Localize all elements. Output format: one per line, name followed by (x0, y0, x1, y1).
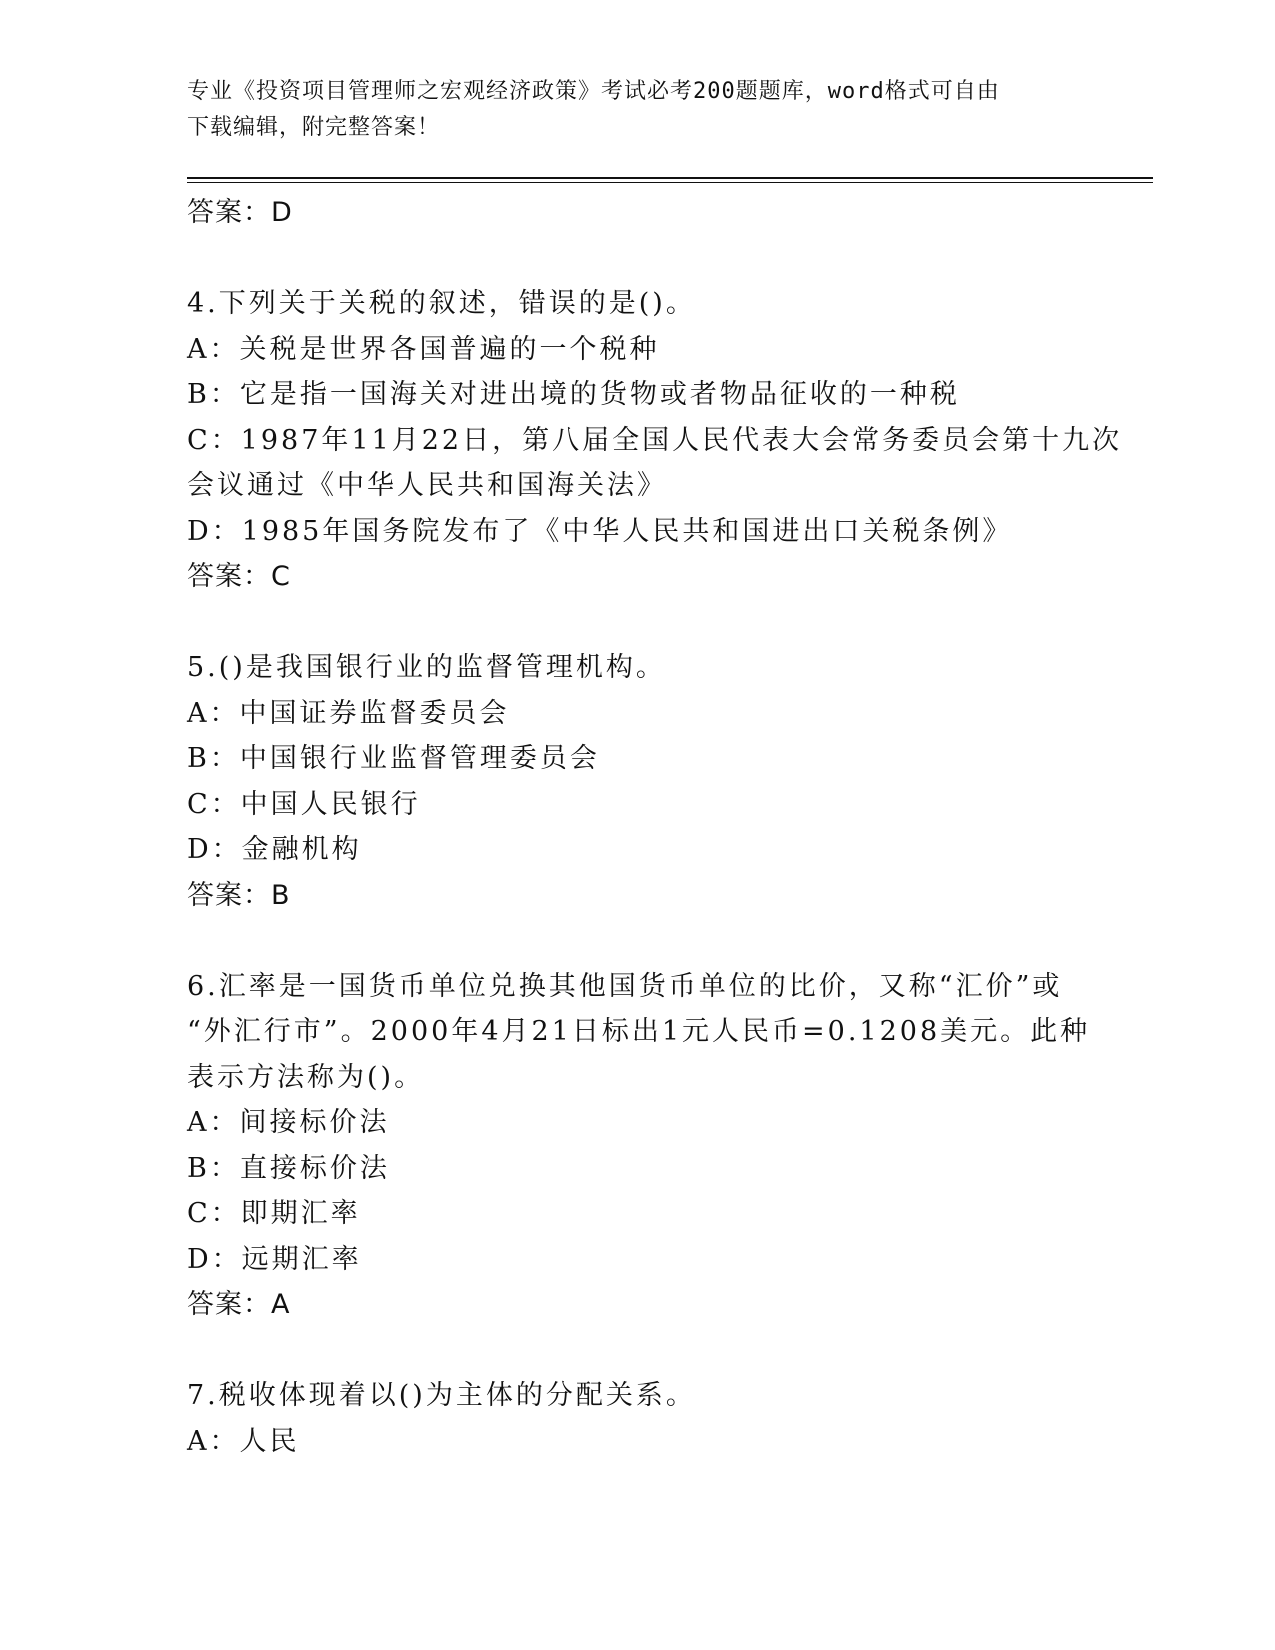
option-c: C：1987年11月22日，第八届全国人民代表大会常务委员会第十九次 (187, 424, 1123, 456)
option-d: D：1985年国务院发布了《中华人民共和国进出口关税条例》 (187, 515, 1013, 547)
question-list (187, 190, 1123, 1464)
question-text-continued: 表示方法称为()。 (187, 1061, 425, 1093)
question-6 (187, 964, 1091, 1328)
question-text: 5.()是我国银行业的监督管理机构。 (187, 652, 666, 683)
header-rule-thin (187, 182, 1153, 183)
question-text: 4.下列关于关税的叙述，错误的是()。 (187, 288, 696, 319)
option-d: D：金融机构 (187, 834, 362, 865)
option-c: C：中国人民银行 (187, 788, 421, 820)
header-line-2: 下载编辑，附完整答案！ (187, 115, 441, 140)
option-c-continued: 会议通过《中华人民共和国海关法》 (187, 470, 667, 501)
option-a: A：关税是世界各国普遍的一个税种 (187, 333, 660, 365)
option-b: B：直接标价法 (187, 1152, 390, 1184)
question-4 (187, 281, 1123, 600)
option-a: A：人民 (187, 1425, 300, 1457)
question-text: 7.税收体现着以()为主体的分配关系。 (187, 1380, 696, 1411)
option-b: B：它是指一国海关对进出境的货物或者物品征收的一种税 (187, 379, 960, 410)
answer: 答案：B (187, 879, 291, 911)
option-a: A：间接标价法 (187, 1107, 390, 1138)
option-d: D：远期汇率 (187, 1243, 362, 1275)
header-rule-thick (187, 177, 1153, 179)
answer: 答案：A (187, 1289, 291, 1320)
header-line-1: 专业《投资项目管理师之宏观经济政策》考试必考200题题库，word格式可自由 (187, 79, 1000, 104)
question-5 (187, 645, 1087, 918)
answer: 答案：C (187, 561, 291, 592)
question-text: 6.汇率是一国货币单位兑换其他国货币单位的比价，又称“汇价”或 (187, 970, 1063, 1002)
option-c: C：即期汇率 (187, 1198, 361, 1229)
question-text-continued: “外汇行市”。2000年4月21日标出1元人民币=0.1208美元。此种 (187, 1016, 1091, 1047)
answer-previous: 答案：D (187, 197, 293, 228)
option-a: A：中国证券监督委员会 (187, 697, 510, 729)
option-b: B：中国银行业监督管理委员会 (187, 743, 600, 774)
question-7 (187, 1373, 1087, 1464)
document-header (187, 74, 1067, 146)
